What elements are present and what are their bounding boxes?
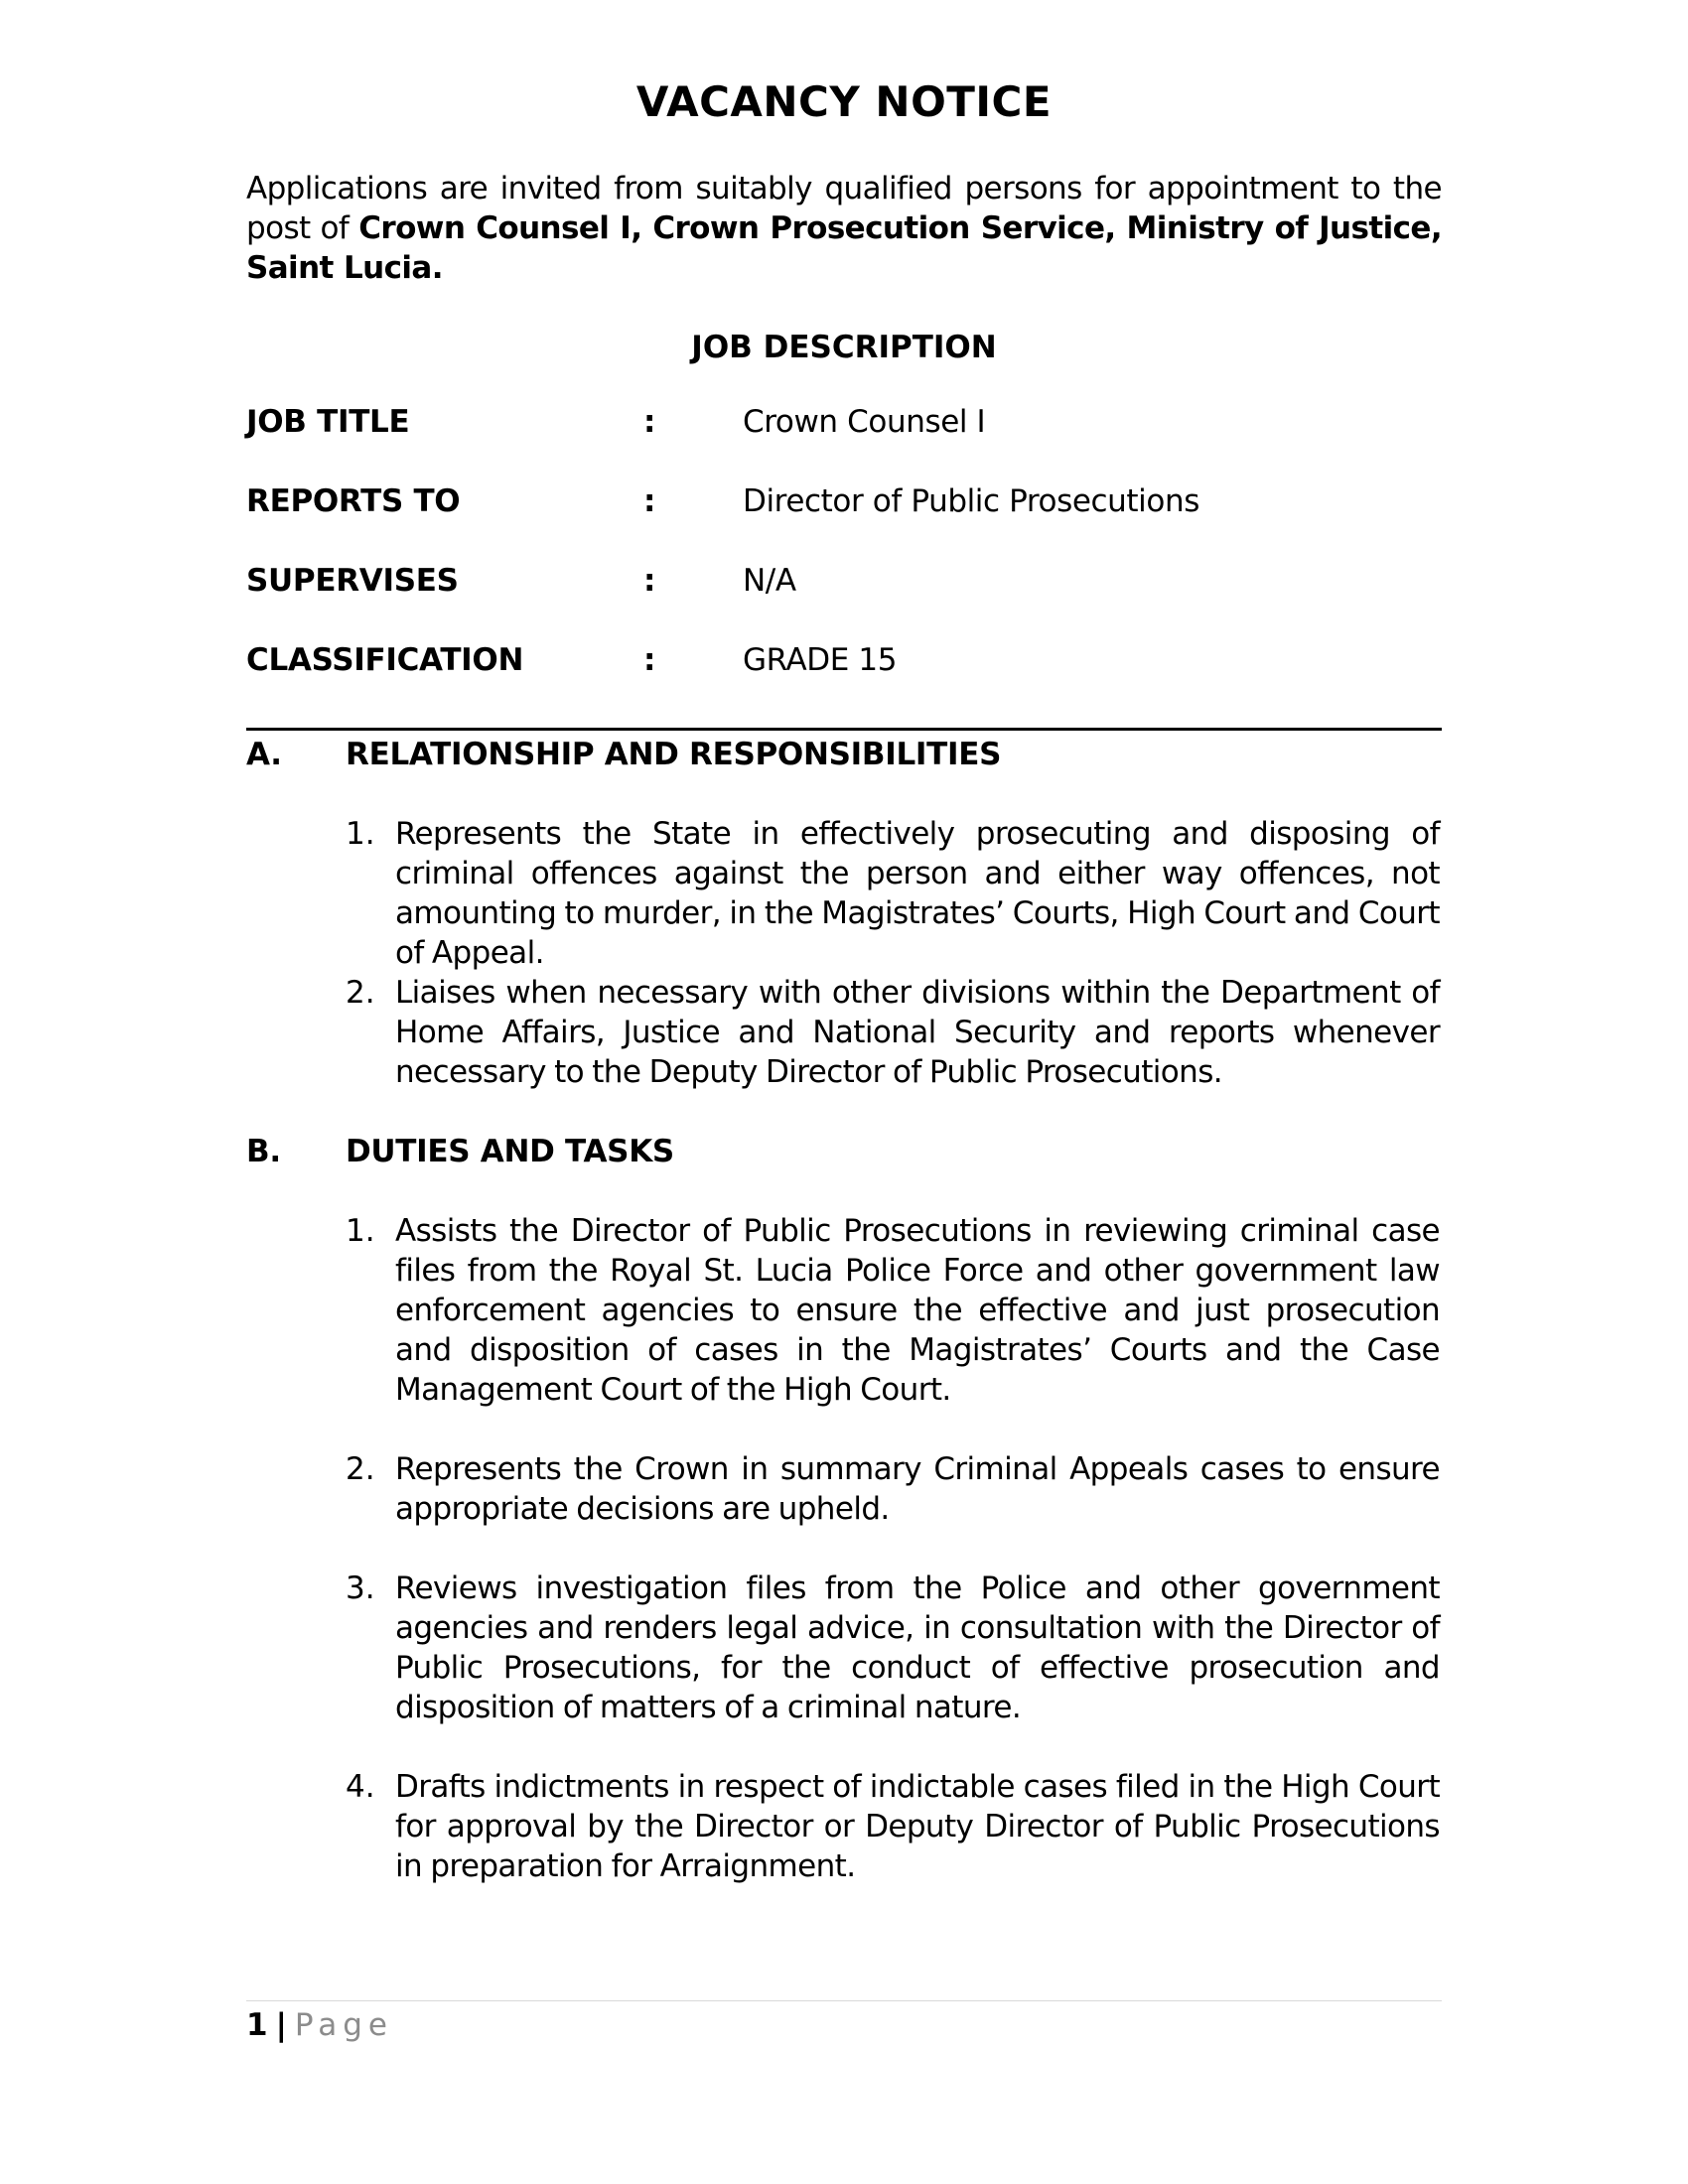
section-letter: B.	[246, 1134, 281, 1169]
section-title: DUTIES AND TASKS	[346, 1134, 674, 1169]
list-item-number: 1.	[346, 816, 375, 852]
info-row-supervises	[246, 561, 1442, 601]
info-value: Director of Public Prosecutions	[743, 483, 1199, 519]
list-item-number: 1.	[346, 1213, 375, 1249]
info-row-classification	[246, 640, 1442, 680]
info-value: Crown Counsel I	[743, 404, 986, 440]
list-item-number: 4.	[346, 1769, 375, 1805]
list-item-text: Represents the State in effectively prosecuting and disposing of criminal offences against the person and either way offences, not amounting to murder, in the Magistrates’ Courts, High Court and Court of Appeal.	[395, 816, 1440, 971]
footer-divider	[246, 2000, 1442, 2001]
page-footer	[246, 2005, 393, 2045]
intro-text: Applications are invited from suitably qualified persons for appointment to the post of	[246, 171, 1442, 246]
list-item-number: 2.	[346, 975, 375, 1011]
section-divider	[246, 728, 1442, 731]
list-item-number: 3.	[346, 1570, 375, 1606]
list-item-number: 2.	[346, 1451, 375, 1487]
section-title: RELATIONSHIP AND RESPONSIBILITIES	[346, 737, 1002, 772]
document-page	[246, 0, 1442, 2184]
page-number: 1	[246, 2007, 268, 2043]
post-title: Crown Counsel I, Crown Prosecution Service, Ministry of Justice, Saint Lucia.	[246, 210, 1442, 286]
list-item-text: Reviews investigation files from the Police and other government agencies and renders legal advice, in consultation with the Director of Public Prosecutions, for the conduct of effective prosecution and disposition of matters of a criminal nature.	[395, 1570, 1440, 1725]
page-label: Page	[294, 2007, 393, 2043]
list-item-text: Liaises when necessary with other divisions within the Department of Home Affairs, Justice and National Security and reports whenever necessary to the Deputy Director of Public Prosecutions.	[395, 975, 1440, 1090]
info-row-job-title	[246, 402, 1442, 442]
info-label: REPORTS TO	[246, 483, 461, 519]
list-item-text: Drafts indictments in respect of indictable cases filed in the High Court for approval by the Director or Deputy Director of Public Prosecutions in preparation for Arraignment.	[395, 1769, 1440, 1884]
info-colon: :	[643, 563, 656, 599]
info-colon: :	[643, 642, 656, 678]
section-letter: A.	[246, 737, 282, 772]
info-row-reports-to	[246, 481, 1442, 521]
info-label: SUPERVISES	[246, 563, 459, 599]
info-value: GRADE 15	[743, 642, 898, 678]
intro-paragraph	[246, 169, 1442, 288]
list-item-text: Represents the Crown in summary Criminal Appeals cases to ensure appropriate decisions are upheld.	[395, 1451, 1440, 1527]
list-item-text: Assists the Director of Public Prosecutions in reviewing criminal case files from the Royal St. Lucia Police Force and other government law enforcement agencies to ensure the effective and just prosecution and disposition of cases in the Magistrates’ Courts and the Case Management Court of the High Court.	[395, 1213, 1440, 1408]
info-label: JOB TITLE	[246, 404, 410, 440]
info-colon: :	[643, 483, 656, 519]
footer-separator: |	[275, 2007, 287, 2043]
page-title: VACANCY NOTICE	[635, 77, 1053, 126]
info-colon: :	[643, 404, 656, 440]
info-label: CLASSIFICATION	[246, 642, 524, 678]
info-value: N/A	[743, 563, 796, 599]
job-description-heading: JOB DESCRIPTION	[691, 330, 997, 365]
